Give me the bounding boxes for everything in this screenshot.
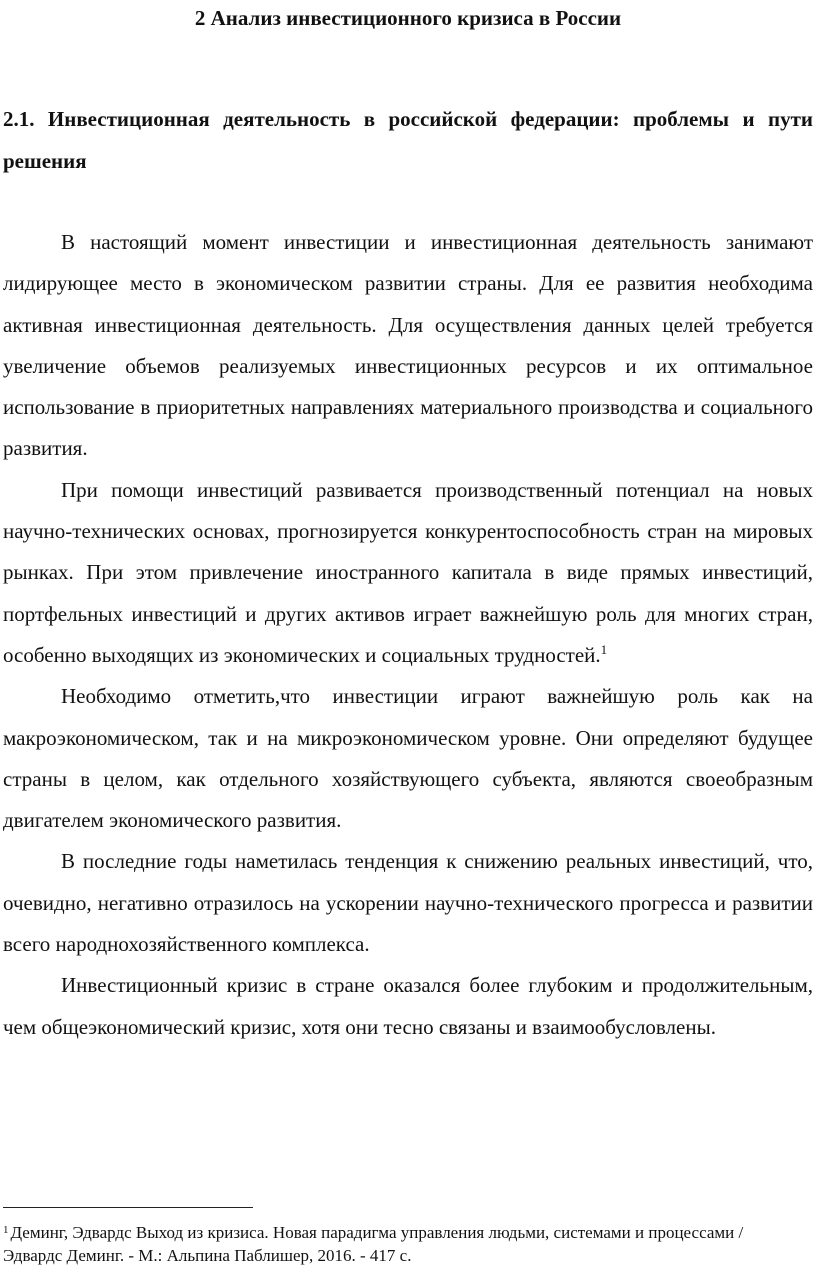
footnote-number: 1 (3, 1224, 9, 1236)
footnote-text: Деминг, Эдвардс Выход из кризиса. Новая парадигма управления людьми, системами и процессами / Эдвардс Деминг. - М.: Альпина Паблишер, 2016. - 417 с. (3, 1223, 744, 1265)
paragraph-1: В настоящий момент инвестиции и инвестиционная деятельность занимают лидирующее место в экономическом развитии страны. Для ее развития необходима активная инвестиционная деятельность. Для осуществления данных целей требуется увеличение объемов реализуемых инвестиционных ресурсов и их оптимальное использование в приоритетных направлениях материального производства и социального развития. (3, 230, 813, 461)
chapter-title: 2 Анализ инвестиционного кризиса в России (194, 6, 622, 30)
section-title: 2.1. Инвестиционная деятельность в российской федерации: проблемы и пути решения (3, 107, 813, 173)
paragraph-5: Инвестиционный кризис в стране оказался более глубоким и продолжительным, чем общеэкономический кризис, хотя они тесно связаны и взаимообусловлены. (3, 973, 813, 1039)
paragraph-3: Необходимо отметить,что инвестиции играют важнейшую роль как на макроэкономическом, так и на микроэкономическом уровне. Они определяют будущее страны в целом, как отдельного хозяйствующего субъекта, являются своеобразным двигателем экономического развития. (3, 684, 813, 833)
footnote-separator (3, 1207, 253, 1208)
paragraph-4: В последние годы наметилась тенденция к снижению реальных инвестиций, что, очевидно, негативно отразилось на ускорении научно-технического прогресса и развитии всего народнохозяйственного комплекса. (3, 849, 813, 957)
footnote-reference[interactable]: 1 (600, 641, 608, 657)
footnote (3, 1221, 803, 1267)
body-text (3, 222, 813, 1048)
paragraph-2: При помощи инвестиций развивается производственный потенциал на новых научно-технических основах, прогнозируется конкурентоспособность стран на мировых рынках. При этом привлечение иностранного капитала в виде прямых инвестиций, портфельных инвестиций и других активов играет важнейшую роль для многих стран, особенно выходящих из экономических и социальных трудностей.$^1$ (3, 477, 813, 667)
